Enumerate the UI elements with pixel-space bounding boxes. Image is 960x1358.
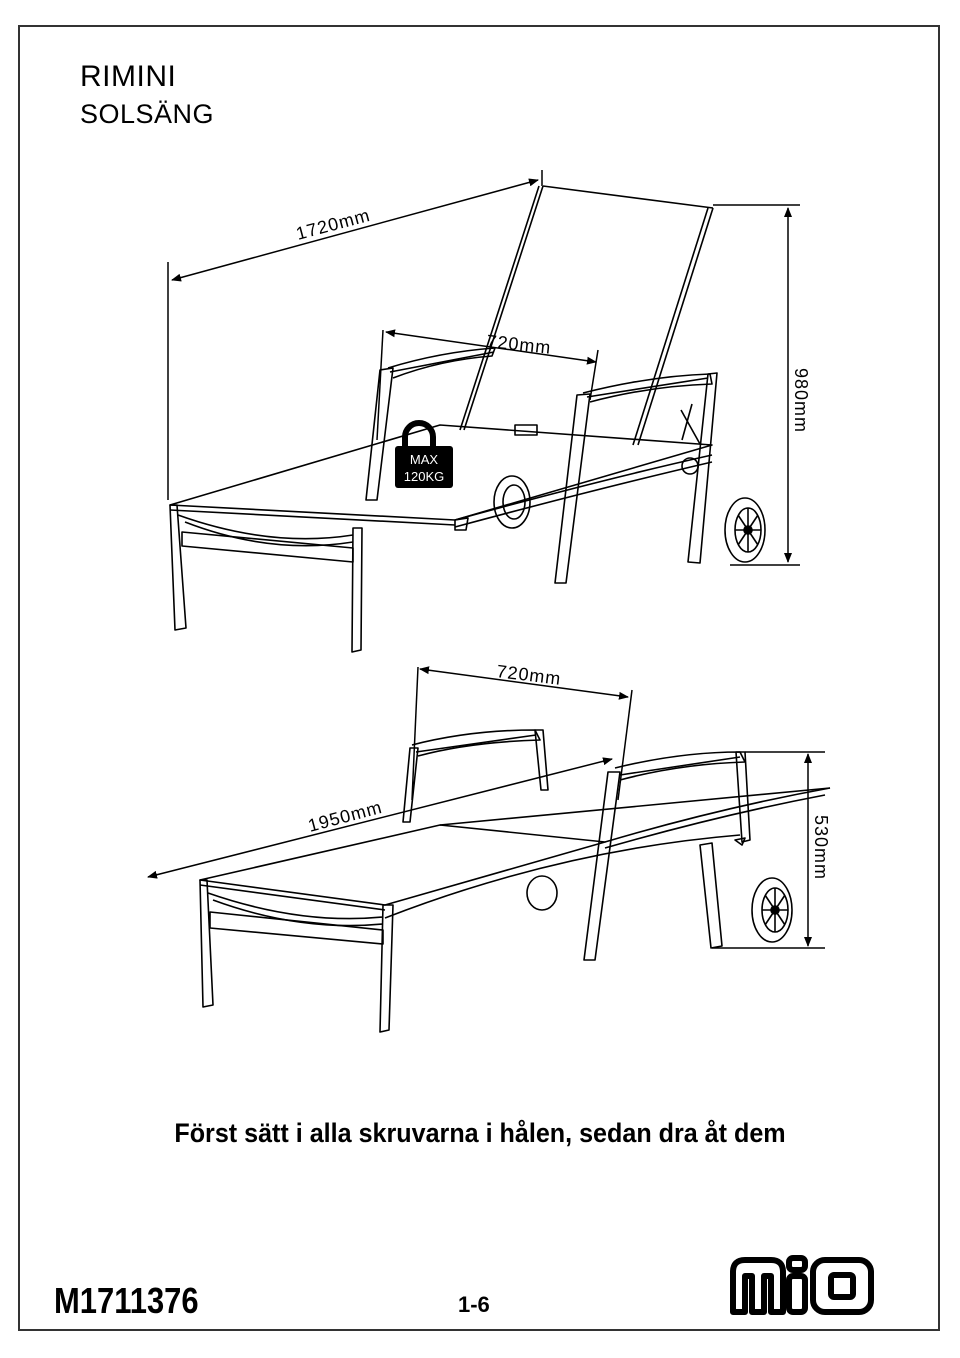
padlock-weight-icon bbox=[395, 423, 453, 488]
dim-width-top: 720mm bbox=[485, 331, 553, 358]
assembly-instruction: Först sätt i alla skruvarna i hålen, sedan dra åt dem bbox=[174, 1118, 786, 1148]
product-subtitle: SOLSÄNG bbox=[80, 99, 215, 129]
page-number: 1-6 bbox=[458, 1292, 490, 1317]
dim-width-bottom: 720mm bbox=[495, 661, 563, 689]
model-number: M1711376 bbox=[54, 1280, 199, 1321]
lounger-flat-drawing bbox=[200, 730, 830, 1032]
product-title: RIMINI bbox=[80, 60, 177, 93]
weight-line-1: MAX bbox=[409, 452, 439, 467]
dim-length-top: 1720mm bbox=[293, 204, 373, 244]
weight-line-2: 120KG bbox=[403, 469, 445, 484]
dim-height-top: 980mm bbox=[791, 368, 811, 434]
dim-height-bottom: 530mm bbox=[811, 815, 831, 881]
dim-length-bottom: 1950mm bbox=[305, 796, 385, 836]
mio-logo bbox=[727, 1250, 877, 1318]
